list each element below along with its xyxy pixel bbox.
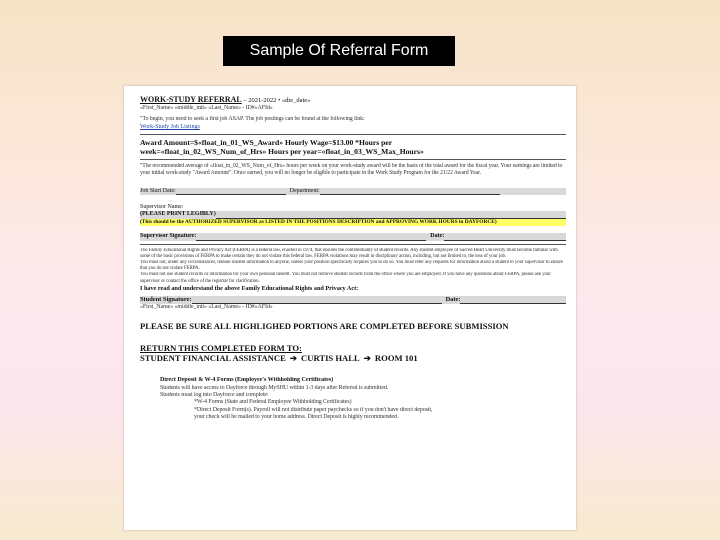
direct-deposit-login: Students must log into Dayforce and complete: bbox=[160, 391, 269, 398]
award-paragraph: "The recommended average of «float_in_02_WS_Num_of_Hrs» hours per week on your work-study award will be the basis of the total award for the fiscal year. Your earnings are limited to your initial work-study "Award Amount". Once earned, you will no longer be eligible to participate in the Work Study Program for the 21/22 Award Year. bbox=[140, 163, 563, 177]
arrow-right-icon: ➔ bbox=[289, 353, 298, 364]
job-start-field[interactable] bbox=[176, 188, 286, 195]
divider bbox=[140, 134, 566, 135]
department-label: Department: bbox=[289, 187, 320, 194]
student-signature-field[interactable] bbox=[192, 296, 442, 303]
office-address bbox=[140, 353, 566, 363]
job-start-label: Job Start Date: bbox=[140, 187, 176, 194]
arrow-right-icon: ➔ bbox=[363, 353, 371, 364]
form-heading-suffix: – 2021-2022 • «dte_date» bbox=[241, 97, 311, 104]
divider bbox=[140, 159, 566, 160]
supervisor-signature-label: Supervisor Signature: bbox=[140, 233, 197, 240]
student-signature-label: Student Signature: bbox=[140, 296, 192, 304]
supervisor-date-field[interactable] bbox=[444, 233, 566, 240]
student-date-label: Date: bbox=[445, 296, 461, 304]
direct-deposit-item-mail: your check will be mailed to your home address. Direct Deposit is highly recommended. bbox=[194, 414, 399, 421]
return-form-line: RETURN THIS COMPLETED FORM TO: bbox=[140, 343, 302, 354]
slide-title: Sample Of Referral Form bbox=[223, 36, 455, 66]
highlight-notice: PLEASE BE SURE ALL HIGHLIGHED PORTIONS ARE COMPLETED BEFORE SUBMISSION bbox=[140, 321, 509, 332]
office-room: ROOM 101 bbox=[374, 353, 418, 364]
authorized-supervisor-note: (This should be the AUTHORIZED SUPERVISOR as LISTED IN THE POSITIONS DESCRIPTION and APPROVING WORK HOURS in DAYFORCE) bbox=[140, 219, 566, 226]
job-listings-link[interactable]: Work-Study Job Listings bbox=[140, 123, 200, 130]
please-print-label: (PLEASE PRINT LEGIBLY) bbox=[140, 211, 216, 218]
referral-form-page bbox=[124, 86, 576, 530]
supervisor-name-field[interactable] bbox=[216, 211, 566, 218]
supervisor-name-row[interactable] bbox=[140, 211, 566, 218]
ferpa-acknowledgement: I have read and understand the above Family Educational Rights and Privacy Act: bbox=[140, 284, 359, 292]
student-signature-row bbox=[140, 296, 566, 303]
award-line-1: Award Amount=$«float_in_01_WS_Award» Hourly Wage=$13.00 *Hours per bbox=[140, 138, 393, 148]
form-heading-line bbox=[140, 95, 566, 105]
direct-deposit-access: Students will have access to Dayforce through MySHU within 1-3 days after Referral is submitted. bbox=[160, 384, 389, 391]
supervisor-date-label: Date: bbox=[430, 233, 445, 240]
name-line: «First_Name» «middle_init» «Last_Name» - ID#«AFId» bbox=[140, 105, 273, 111]
divider bbox=[140, 244, 566, 245]
supervisor-name-label: Supervisor Name: bbox=[140, 204, 184, 211]
ferpa-paragraph-3: You must not use student records or information for your own personal benefit. You must not remove student records from the office where you are employed. If you have any questions about FERPA, please ask your supervisor or contact the office of the registrar for clarification. bbox=[140, 272, 551, 284]
ferpa-paragraph-2: You must not, under any circumstances, release student information to anyone, unless your position specifically requires you to do so. You must refer any requests for information about a student to your supervisor to ensure that you do not violate FERPA. bbox=[140, 260, 564, 272]
direct-deposit-item-w4: *W-4 Forms (State and Federal Employee Withholding Certificates) bbox=[194, 399, 352, 406]
student-date-field[interactable] bbox=[460, 296, 566, 303]
student-name-line: «First_Name» «middle_init» «Last_Name» - ID#«AFId» bbox=[140, 303, 273, 310]
office-building: CURTIS HALL bbox=[301, 353, 360, 364]
award-line-2: week=«float_in_02_WS_Num_of_Hrs» Hours per year=«float_in_03_WS_Max_Hours» bbox=[140, 147, 424, 157]
department-field[interactable] bbox=[320, 188, 500, 195]
direct-deposit-title: Direct Deposit & W-4 Forms (Employee's Withholding Certificates) bbox=[160, 377, 334, 384]
ferpa-paragraph-1: The Family Educational Rights and Privacy Act (FERPA) is a federal law, enacted in 1974, that ensures the confidentiality of student records. Any student employee of Sacred Heart University must become familiar with some of the basic provisions of FERPA to make certain they do not violate this federal law. FERPA violations may result in disciplinary action, including, but not limited to, the loss of your job. bbox=[140, 247, 558, 259]
job-start-row bbox=[140, 188, 566, 195]
office-name: STUDENT FINANCIAL ASSISTANCE bbox=[140, 353, 286, 364]
direct-deposit-item-form: *Direct Deposit Form(s). Payroll will not distribute paper paychecks so if you don't have direct deposit, bbox=[194, 406, 433, 413]
supervisor-signature-field[interactable] bbox=[196, 233, 426, 240]
form-heading: WORK-STUDY REFERRAL bbox=[140, 95, 242, 104]
intro-line: "To begin, you need to seek a first job ASAP. The job postings can be found at the following link: bbox=[140, 116, 365, 123]
supervisor-signature-row bbox=[140, 233, 566, 240]
